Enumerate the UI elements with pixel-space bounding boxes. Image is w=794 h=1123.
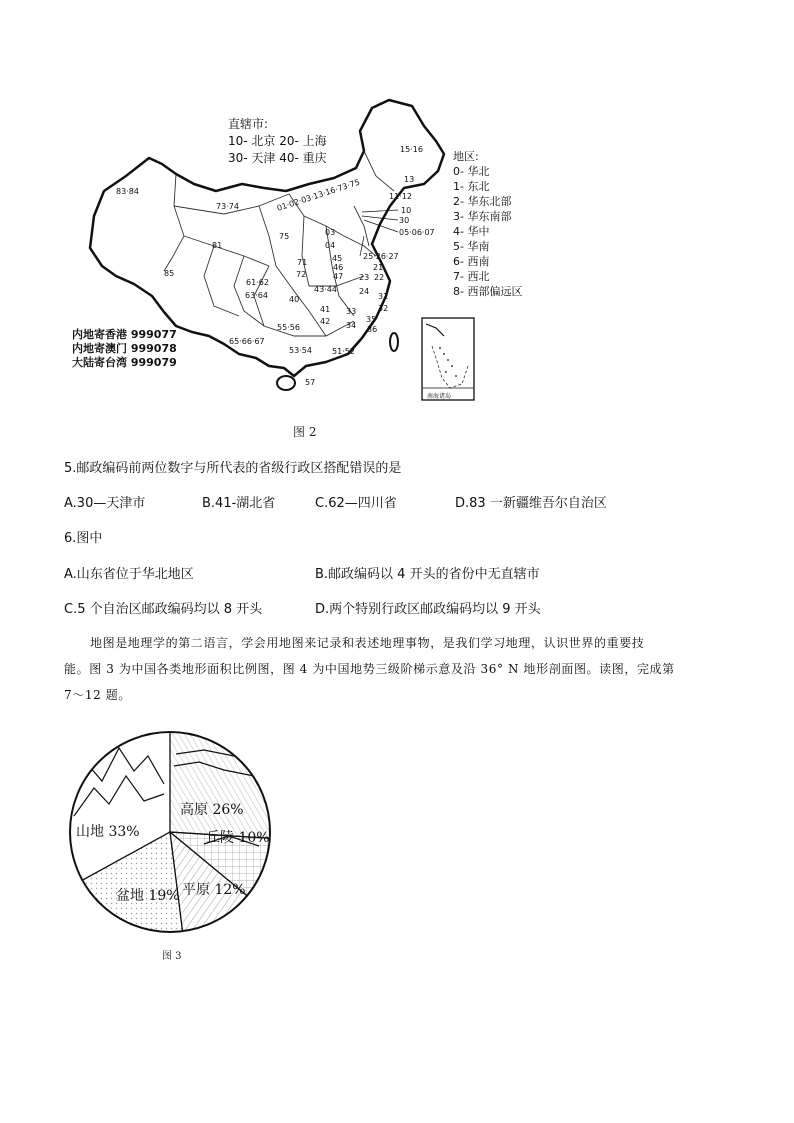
code-label: 47 (333, 272, 344, 281)
special-region-legend (72, 327, 177, 369)
legend-region-item: 1- 东北 (453, 180, 490, 193)
legend-taiwan: 大陆寄台湾 999079 (72, 356, 177, 369)
code-label: 65·66·67 (229, 337, 265, 346)
legend-region-item: 3- 华东南部 (453, 210, 512, 223)
code-label: 01·02·03·13·16·73·75 (275, 177, 361, 213)
code-label: 51·52 (332, 347, 355, 356)
code-label: 55·56 (277, 323, 300, 332)
code-label: 53·54 (289, 346, 312, 355)
code-label: 81 (212, 241, 223, 250)
inset-label: 南海诸岛 (427, 393, 452, 400)
legend-region-item: 6- 西南 (453, 255, 490, 268)
code-label: 85 (164, 269, 175, 278)
region-legend (453, 149, 522, 298)
figure2-caption: 图 2 (293, 425, 317, 439)
code-label: 21 (373, 263, 384, 272)
code-label: 40 (289, 295, 300, 304)
code-label: 11·12 (389, 192, 412, 201)
q5-option-a: A.30—天津市 (64, 496, 146, 511)
code-label: 45 (332, 254, 343, 263)
code-label: 36 (367, 325, 378, 334)
pie-label-plateau: 高原 26% (180, 802, 244, 818)
terrain-pie-chart (64, 726, 276, 936)
code-label: 04 (325, 241, 336, 250)
legend-direct-line2: 30- 天津 40- 重庆 (228, 151, 327, 165)
code-label: 15·16 (400, 145, 423, 154)
intro-line-2: 能。图 3 为中国各类地形面积比例图，图 4 为中国地势三级阶梯示意及沿 36° N 地形剖面图。读图，完成第 (64, 662, 675, 676)
code-label: 32 (378, 304, 389, 313)
pie-label-basin: 盆地 19% (116, 888, 180, 904)
code-label: 41 (320, 305, 331, 314)
pie-label-plain: 平原 12% (182, 882, 246, 898)
q6-option-c: C.5 个自治区邮政编码均以 8 开头 (64, 602, 263, 617)
q6-option-a: A.山东省位于华北地区 (64, 567, 194, 582)
code-label: 25·26·27 (363, 252, 399, 261)
intro-line-1: 地图是地理学的第二语言，学会用地图来记录和表述地理事物，是我们学习地理，认识世界的重要技 (90, 636, 645, 650)
q5-option-d: D.83 一新疆维吾尔自治区 (455, 496, 607, 511)
legend-macau: 内地寄澳门 999078 (72, 342, 177, 355)
legend-region-item: 4- 华中 (453, 225, 490, 238)
direct-municipality-legend (228, 116, 327, 165)
code-label: 34 (346, 321, 357, 330)
code-label: 75 (279, 232, 290, 241)
code-label: 13 (404, 175, 415, 184)
code-label: 57 (305, 378, 316, 387)
code-label: 30 (399, 216, 410, 225)
legend-region-item: 2- 华东北部 (453, 195, 512, 208)
code-label: 71 (297, 258, 308, 267)
code-label: 61·62 (246, 278, 269, 287)
q6-option-d: D.两个特别行政区邮政编码均以 9 开头 (315, 602, 541, 617)
code-label: 83·84 (116, 187, 139, 196)
code-label: 72 (296, 270, 307, 279)
code-label: 46 (333, 263, 344, 272)
pie-label-hills: 丘陵 10% (206, 830, 270, 846)
legend-direct-title: 直辖市: (228, 117, 269, 131)
q5-stem: 5.邮政编码前两位数字与所代表的省级行政区搭配错误的是 (64, 461, 402, 476)
code-label: 73·74 (216, 202, 239, 211)
intro-line-3: 7～12 题。 (64, 688, 131, 702)
taiwan-island (390, 333, 398, 351)
legend-region-item: 0- 华北 (453, 165, 490, 178)
code-label: 05·06·07 (399, 228, 435, 237)
code-label: 24 (359, 287, 370, 296)
pie-label-mountain: 山地 33% (76, 824, 140, 840)
legend-hongkong: 内地寄香港 999077 (72, 328, 177, 341)
q5-option-c: C.62—四川省 (315, 496, 397, 511)
legend-region-item: 7- 西北 (453, 270, 490, 283)
figure3-caption: 图 3 (162, 951, 182, 962)
china-postal-map (64, 96, 534, 406)
legend-direct-line1: 10- 北京 20- 上海 (228, 134, 327, 148)
code-label: 33 (346, 307, 357, 316)
code-label: 35 (366, 315, 377, 324)
code-label: 22 (374, 273, 385, 282)
legend-region-item: 8- 西部偏远区 (453, 285, 523, 298)
code-label: 42 (320, 317, 331, 326)
q6-option-b: B.邮政编码以 4 开头的省份中无直辖市 (315, 567, 540, 582)
code-label: 10 (401, 206, 412, 215)
code-label: 31 (378, 292, 389, 301)
hainan-island (277, 376, 295, 390)
code-label: 23 (359, 273, 370, 282)
pie-slice-0 (170, 732, 270, 838)
q5-option-b: B.41-湖北省 (202, 496, 276, 511)
legend-region-title: 地区: (453, 150, 479, 163)
legend-region-item: 5- 华南 (453, 240, 490, 253)
code-label: 43·44 (314, 285, 337, 294)
q6-stem: 6.图中 (64, 531, 103, 546)
code-label: 03 (325, 228, 336, 237)
code-label: 63·64 (245, 291, 268, 300)
